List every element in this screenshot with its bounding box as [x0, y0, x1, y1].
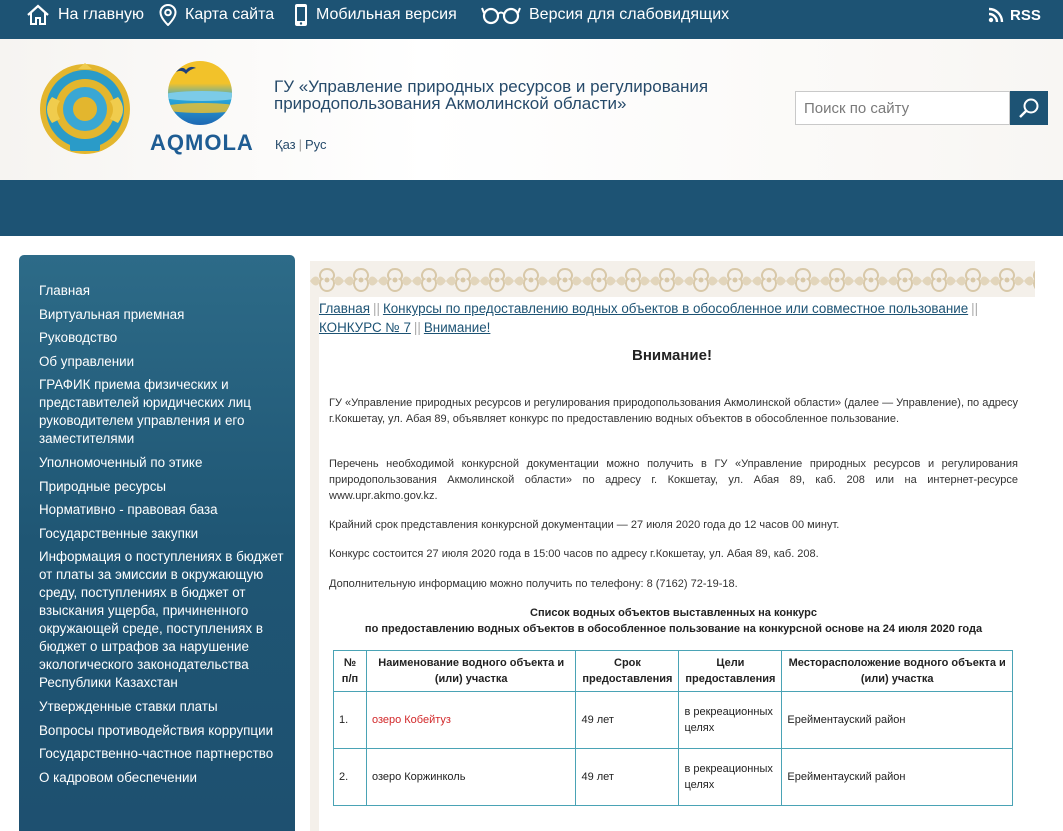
rss-link[interactable]	[988, 0, 1041, 30]
top-bar	[0, 0, 1063, 39]
home-link[interactable]	[26, 0, 144, 30]
cell-term: 49 лет	[576, 692, 679, 749]
sidebar-item-reception-schedule[interactable]: ГРАФИК приема физических и представителей юридических лиц руководителем управления и его заместителями	[39, 377, 251, 447]
sidebar-item-anticorruption[interactable]: Вопросы противодействия коррупции	[39, 722, 274, 738]
rss-label: RSS	[1010, 6, 1041, 24]
lang-rus-link[interactable]: Рус	[305, 137, 327, 152]
sidebar-item-budget-info[interactable]: Информация о поступлениях в бюджет от платы за эмиссии в окружающую среду, поступлениях в бюджет от взыскания ущерба, причиненного окружающей среде, поступлениях в бюджет о штрафов за нарушение экологического законодательства Республики Казахстан	[39, 549, 284, 691]
map-pin-icon	[159, 4, 177, 26]
breadcrumb: Главная || Конкурсы по предоставлению водных объектов в обособленное или совместное пользование || КОНКУРС № 7 || Внимание!	[319, 301, 979, 335]
cell-num: 1.	[334, 692, 367, 749]
table-row	[334, 749, 1013, 806]
article-paragraph-1: ГУ «Управление природных ресурсов и регулирования природопользования Акмолинской области» (далее — Управление), по адресу г.Кокшетау, ул. Абая 89, объявляет конкурс по предоставлению водных объектов в обособленное пользование.	[329, 397, 1018, 425]
sidebar-item-ethics-officer[interactable]: Уполномоченный по этике	[39, 454, 203, 470]
search-icon	[1018, 97, 1040, 119]
low-vision-label: Версия для слабовидящих	[529, 6, 730, 23]
table-header-row	[334, 651, 1013, 692]
article-paragraph-3: Крайний срок представления конкурсной документации — 27 июля 2020 года до 12 часов 00 минут.	[329, 519, 840, 531]
cell-name: озеро Кобейтуз	[366, 692, 576, 749]
cell-location: Ерейментауский район	[782, 692, 1013, 749]
glasses-icon	[481, 5, 521, 25]
col-header-name: Наименование водного объекта и (или) участка	[366, 651, 576, 692]
search-input[interactable]	[795, 91, 1010, 125]
page-title: Внимание!	[632, 347, 712, 364]
mobile-version-label: Мобильная версия	[316, 6, 457, 23]
article-paragraph-4: Конкурс состоится 27 июля 2020 года в 15:00 часов по адресу г.Кокшетау, ул. Абая 89, каб. 208.	[329, 548, 819, 560]
cell-purpose: в рекреационных целях	[679, 692, 782, 749]
sidebar-item-natural-resources[interactable]: Природные ресурсы	[39, 478, 167, 494]
cell-num: 2.	[334, 749, 367, 806]
sidebar-item-about[interactable]: Об управлении	[39, 353, 135, 369]
search-button[interactable]	[1010, 91, 1048, 125]
sidebar-item-legal-base[interactable]: Нормативно - правовая база	[39, 502, 218, 518]
cell-location: Ерейментауский район	[782, 749, 1013, 806]
ornament-border	[310, 265, 1035, 297]
col-header-num: № п/п	[334, 651, 367, 692]
aqmola-logo-text: AQMOLA	[150, 130, 254, 155]
breadcrumb-home[interactable]: Главная	[319, 301, 370, 316]
organization-title: ГУ «Управление природных ресурсов и регулирования природопользования Акмолинской области»	[274, 77, 709, 113]
breadcrumb-current[interactable]: Внимание!	[423, 320, 491, 335]
sidebar-item-management[interactable]: Руководство	[39, 330, 118, 346]
bird-logo-icon	[175, 64, 197, 76]
low-vision-link[interactable]	[481, 0, 729, 30]
rss-icon	[988, 7, 1004, 23]
lang-kaz-link[interactable]: Қаз	[275, 137, 296, 152]
breadcrumb-contest-7[interactable]: КОНКУРС № 7	[319, 320, 411, 335]
sidebar-item-procurement[interactable]: Государственные закупки	[39, 525, 199, 541]
cell-term: 49 лет	[576, 749, 679, 806]
cell-purpose: в рекреационных целях	[679, 749, 782, 806]
objects-list-title	[329, 605, 1018, 637]
table-row	[334, 692, 1013, 749]
cell-name: озеро Коржинколь	[366, 749, 576, 806]
state-emblem-icon	[38, 61, 132, 157]
sitemap-link[interactable]	[159, 0, 274, 30]
main-nav-bar	[0, 180, 1063, 236]
site-header	[0, 39, 1063, 180]
article-paragraph-2: Перечень необходимой конкурсной документации можно получить в ГУ «Управление природных ресурсов и регулирования природопользования Акмолинской области» по адресу г. Кокшетау, ул. Абая 89, каб. 208 или на интернет-ресурсе www.upr.akmo.gov.kz.	[329, 458, 1018, 502]
objects-list-title-line-1: Список водных объектов выставленных на конкурс	[530, 607, 817, 619]
sidebar-item-rates[interactable]: Утвержденные ставки платы	[39, 698, 218, 714]
col-header-location: Месторасположение водного объекта и (или) участка	[782, 651, 1013, 692]
home-icon	[26, 4, 50, 26]
sidebar-item-home[interactable]: Главная	[39, 283, 90, 298]
water-objects-table	[333, 650, 1013, 806]
language-switcher: Қаз | Рус	[275, 137, 327, 152]
breadcrumb-contests[interactable]: Конкурсы по предоставлению водных объектов в обособленное или совместное пользование	[382, 301, 969, 316]
sidebar-menu	[19, 255, 295, 831]
sidebar-item-virtual-reception[interactable]: Виртуальная приемная	[39, 306, 185, 322]
sidebar-item-staffing[interactable]: О кадровом обеспечении	[39, 769, 197, 785]
mobile-phone-icon	[294, 3, 308, 27]
sitemap-link-label: Карта сайта	[185, 6, 275, 23]
col-header-term: Срок предоставления	[576, 651, 679, 692]
article-paragraph-5: Дополнительную информацию можно получить по телефону: 8 (7162) 72-19-18.	[329, 578, 738, 590]
home-link-label: На главную	[58, 6, 144, 23]
col-header-purpose: Цели предоставления	[679, 651, 782, 692]
mobile-version-link[interactable]	[294, 0, 457, 30]
objects-list-title-line-2: по предоставлению водных объектов в обособленное пользование на конкурсной основе на 24 июля 2020 года	[364, 623, 983, 635]
sidebar-item-ppp[interactable]: Государственно-частное партнерство	[39, 746, 274, 762]
